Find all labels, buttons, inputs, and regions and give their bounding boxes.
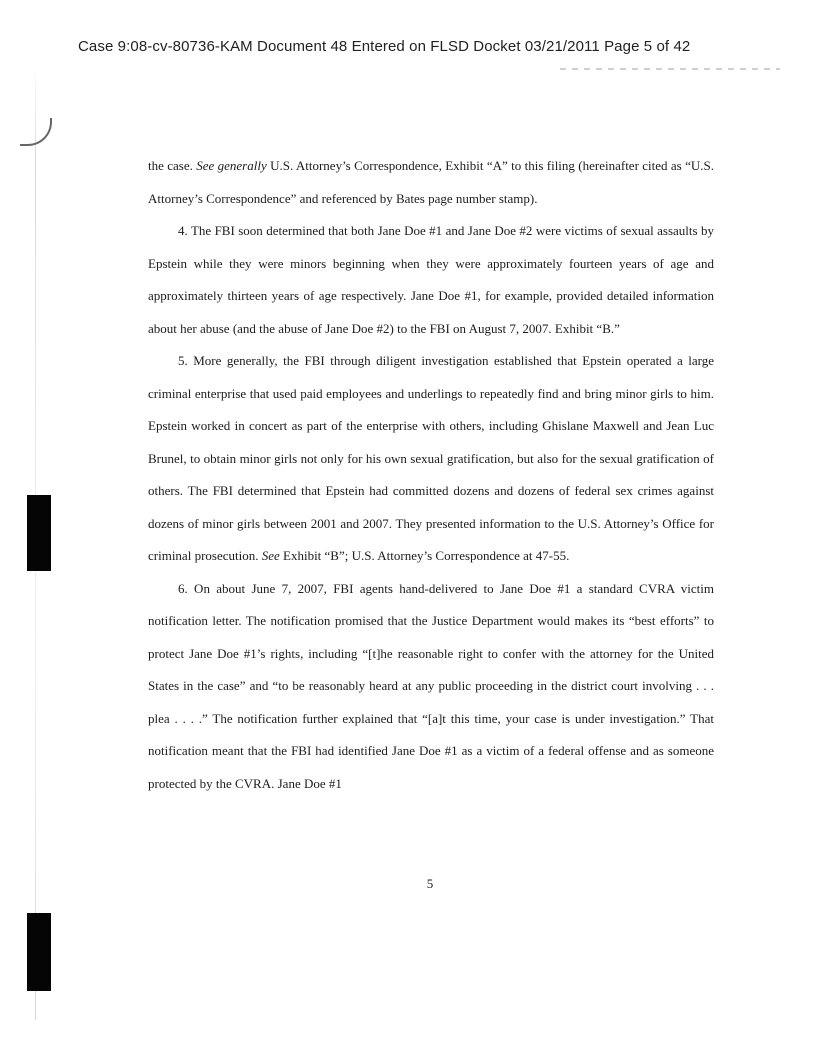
page-number: 5: [426, 876, 434, 891]
paragraph-continuation: the case. See generally U.S. Attorney’s Correspondence, Exhibit “A” to this filing (hereinafter cited as “U.S. Attorney’s Correspondence” and referenced by Bates page number stamp).: [148, 158, 714, 206]
scan-smudge: [560, 68, 780, 70]
document-body: [148, 150, 714, 800]
paragraph-4: 4. The FBI soon determined that both Jane Doe #1 and Jane Doe #2 were victims of sexual assaults by Epstein while they were minors beginning when they were approximately fourteen years of age and approximately thirteen years of age respectively. Jane Doe #1, for example, provided detailed information about her abuse (and the abuse of Jane Doe #2) to the FBI on August 7, 2007. Exhibit “B.”: [148, 223, 714, 336]
case-header: Case 9:08-cv-80736-KAM Document 48 Entered on FLSD Docket 03/21/2011 Page 5 of 42: [78, 38, 691, 55]
binder-hole-artifact: [20, 118, 52, 146]
redaction-block: [27, 913, 51, 991]
redaction-block: [27, 495, 51, 571]
paragraph-5: 5. More generally, the FBI through diligent investigation established that Epstein operated a large criminal enterprise that used paid employees and underlings to repeatedly find and bring minor girls to him. Epstein worked in concert as part of the enterprise with others, including Ghislane Maxwell and Jean Luc Brunel, to obtain minor girls not only for his own sexual gratification, but also for the sexual gratification of others. The FBI determined that Epstein had committed dozens and dozens of federal sex crimes against dozens of minor girls between 2001 and 2007. They presented information to the U.S. Attorney’s Office for criminal prosecution. See Exhibit “B”; U.S. Attorney’s Correspondence at 47-55.: [148, 353, 714, 563]
paragraph-6: 6. On about June 7, 2007, FBI agents hand-delivered to Jane Doe #1 a standard CVRA victim notification letter. The notification promised that the Justice Department would makes its “best efforts” to protect Jane Doe #1’s rights, including “[t]he reasonable right to confer with the attorney for the United States in the case” and “to be reasonably heard at any public proceeding in the district court involving . . . plea . . . .” The notification further explained that “[a]t this time, your case is under investigation.” That notification meant that the FBI had identified Jane Doe #1 as a victim of a federal offense and as someone protected by the CVRA. Jane Doe #1: [148, 580, 714, 791]
